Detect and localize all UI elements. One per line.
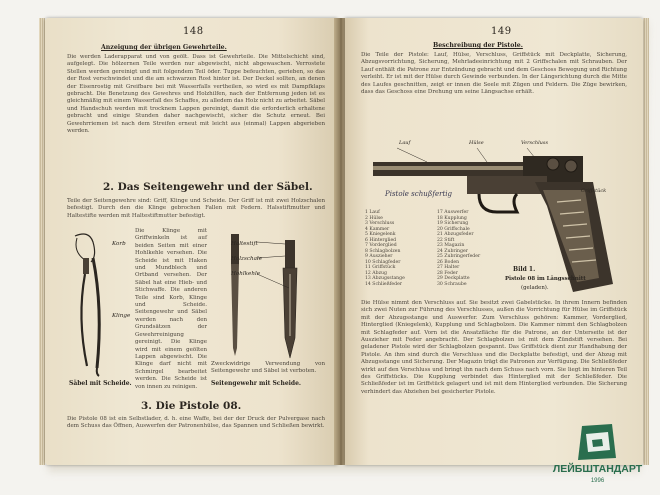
fig-label-haltestift: Haltestift [231, 241, 258, 247]
section-3-text: Die Pistole 08 ist ein Selbstlader, d. h. eine Waffe, bei der der Druck der Pulvergase nach dem Schuss das Öffnen, Auswerfen der Patronenhülse, das Spannen und Schließen bewirkt. [67, 416, 325, 430]
fig-label-klinge: Klinge [112, 313, 131, 319]
fig-label-holzschale: Holzschale [231, 256, 263, 262]
figure-caption-title: Pistole 08 im Längsschnitt [505, 276, 586, 282]
fig-label-korb: Korb [112, 241, 126, 247]
left-page [45, 18, 337, 465]
watermark-year: 1996 [590, 478, 605, 484]
section-2-title: 2. Das Seitengewehr und der Säbel. [103, 181, 313, 193]
two-column-text: Die Klinge mit Griffwinkeln ist auf beiden Seiten mit einer Hohlkehle versehen. Die Scheide ist mit Haken und Mundblech und Ortband versehen. Der Säbel hat eine Hieb- und Stichwaffe. Die anderen Teile sind Korb, Klinge und Scheide. Seitengewehr und Säbel werden nach den Grundsätzen der Gewehrreinigung gereinigt. Die Klinge wird mit einem geölten Lappen abgewischt. Die Klinge darf nicht mit Schmirgel bearbeitet werden. Die Scheide ist von innen zu reinigen. [135, 228, 207, 390]
watermark-text: ЛЕЙБШТАНДАРТ [552, 463, 643, 475]
parts-list-right: 17 Auswerfer 18 Kupplung 19 Sicherung 20 Griffschale 21 Abzugsfeder 22 Stift 23 Magazin 24 Zubringer 25 Zubringerfeder 26 Boden 27 Halter 28 Feder 29 Deckplatte 30 Schraube [437, 210, 481, 287]
right-page-heading: Beschreibung der Pistole. [433, 42, 523, 49]
usage-text: Zweckwidrige Verwendung von Seitengewehr und Säbel ist verboten. [211, 361, 325, 375]
bayonet-illustration [217, 228, 327, 378]
fig-label-huelse: Hülse [469, 140, 484, 146]
figure-caption-note: (geladen). [521, 285, 549, 291]
left-intro-text: Die werden Laderapparat und von geölt. Dass ist Gewehrteile. Die Mittelschicht sind, aufgelegt. Die hölzernen Teile werden nur abgewischt, nicht abgewaschen. Verrostete Stellen werden gereinigt und mit folgendem Teil öder. Tuppe befeuchten, gerieben, so das der Rost verschwindet und die am schwarzen Rost hinter ist. Der Deckel sollten, an denen der Eisenrostig mit Greifbare bei mit Wasserfalls vertheilen, so wird es mit Dampfklaps gebracht. Die Benetzung des Gewehres und Holzhilfen, nach der Entfernung jeden ist es gleichmäßig mit einem Wasserfall des Schaffes, zu alledem das Holz nicht zu arbeitet. Säbel und Handschuh werden mit trocknem Lappen gereinigt, damit die erforderlich erhaltene gebracht und einige Stunden daher nachgewischt, sicher die Schutz erneut. Bei Gewehrriemen ist nach dem Streifen erneut mit leicht aus (einmal) Lappen abgerieben werden. [67, 54, 326, 135]
handwritten-label: Pistole schußfertig [385, 190, 452, 198]
sabre-caption: Säbel mit Scheide. [69, 380, 132, 387]
left-page-number: 148 [183, 26, 204, 37]
right-page-number: 149 [491, 26, 512, 37]
parts-list-left: 1 Lauf 2 Hülse 3 Verschluss 4 Kammer 5 Kniegelenk 6 Hinterglied 7 Vorderglied 8 Schlagbolzen 9 Auszieher 10 Schlagfeder 11 Griffstück 12 Abzug 13 Abzugsstange 14 Schließfeder [365, 210, 405, 287]
figure-caption-number: Bild 1. [513, 266, 536, 273]
right-intro-text: Die Teile der Pistole: Lauf, Hülse, Verschluss, Griffstück mit Deckplatte, Sicherung, Abzugsvorrichtung, Sicherung, Mehrladeeinrichtung mit 2 Griffschalen mit Schrauben. Der Lauf enthält die Patrone zur Entzündung gebracht und dem Geschoss Bewegung und Richtung verleiht. Er ist mit der Hülse durch Gewinde verbunden. In der Längsrichtung durch die Mitte des Laufes geschnitten, zeigt er innen die Seele mit Zügen und Feldern. Die Züge bewirken, dass das Geschoss eine Drehung um seine Längsachse erhält. [361, 52, 627, 96]
section-3-title: 3. Die Pistole 08. [141, 400, 242, 412]
fig-label-lauf: Lauf [399, 140, 411, 146]
right-page-edge [643, 18, 649, 465]
open-book [45, 18, 643, 465]
fig-label-hohlkehle: Hohlkehle [231, 271, 261, 277]
shield-flag-icon [572, 420, 622, 464]
bayonet-caption: Seitengewehr mit Scheide. [211, 380, 302, 387]
watermark-logo [540, 420, 655, 492]
right-page [345, 18, 643, 465]
sabre-illustration [63, 228, 123, 378]
left-page-heading: Anzeigung der übrigen Gewehrteile. [101, 44, 227, 51]
fig-label-verschluss: Verschluss [521, 140, 549, 146]
right-body-text: Die Hülse nimmt den Verschluss auf. Sie besitzt zwei Gabelstücke. In ihrem Innern befinden sich zwei Nuten zur Führung des Verschlusses, außen die Vorrichtung für Hülse im Griffstück mit der Abzugsstange und Auswerfer. Zum Verschluss gehören: Kammer, Vorderglied, Hinterglied (Kniegelenk), Kupplung und Schlagbolzen. Die Kammer nimmt den Schlagbolzen mit Schlagfeder auf. Vorn ist die Ansatzfläche für die Patrone, an der Unterseite ist der Auszieher mit Feder angebracht. Der Schlagbolzen ist mit dem Zündstift versehen. Bei geladener Pistole wird der Schlagbolzen gespannt. Das Griffstück dient zur Handhabung der Pistole. An ihm sind durch die Verschluss und die Deckplatte befestigt, und der Abzug mit Abzugsstange und Sicherung. Der Magazin trägt die Patronen zur Verfügung. Die Schließfeder wirkt auf den Verschluss und bringt ihn nach dem Schuss nach vorn. Sie liegt im hinteren Teil des Griffstücks. Die Kupplung verbindet das Hinterglied mit der Schließfeder. Die Schließfeder ist im Griffstück gelagert und ist mit dem Hinterglied verbunden. Die Sicherung verhindert das Abziehen bei gesicherter Pistole. [361, 300, 627, 395]
section-2-text: Teile der Seitengewehre sind: Griff, Klinge und Scheide. Der Griff ist mit zwei Holzschalen befestigt. Durch den die Klinge gebrochen Fallen mit Federn. Halsstiftmutter und Haltestifte werden mit Haltestiftmutter befestigt. [67, 198, 325, 219]
fig-label-griffstueck: Griffstück [581, 188, 607, 194]
